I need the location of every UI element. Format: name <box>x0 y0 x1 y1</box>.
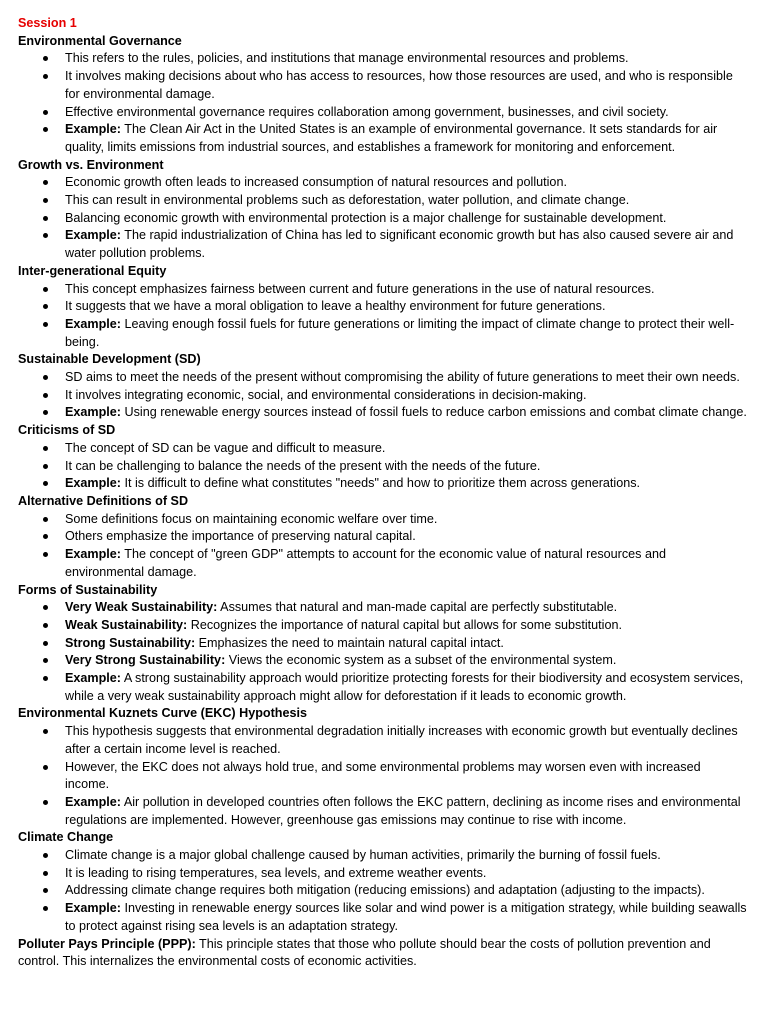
item-text: It suggests that we have a moral obligation to leave a healthy environment for future generations. <box>65 299 606 314</box>
item-text: This concept emphasizes fairness between current and future generations in the use of natural resources. <box>65 281 655 296</box>
list-item <box>18 458 748 476</box>
list-item <box>18 882 748 900</box>
item-text: Air pollution in developed countries often follows the EKC pattern, declining as income rises and environmental regulations are implemented. However, greenhouse gas emissions may continue to rise with income. <box>65 794 741 827</box>
list-item <box>18 68 748 103</box>
bullet-list <box>18 369 748 422</box>
list-item <box>18 723 748 758</box>
list-item <box>18 192 748 210</box>
list-item <box>18 635 748 653</box>
list-item <box>18 210 748 228</box>
item-text: This refers to the rules, policies, and institutions that manage environmental resources and problems. <box>65 51 629 66</box>
list-item <box>18 104 748 122</box>
list-item <box>18 528 748 546</box>
list-item <box>18 759 748 794</box>
item-label: Weak Sustainability: <box>65 617 188 632</box>
list-item <box>18 369 748 387</box>
list-item <box>18 174 748 192</box>
list-item <box>18 511 748 529</box>
item-text: Others emphasize the importance of preserving natural capital. <box>65 529 416 544</box>
item-text: It is difficult to define what constitutes "needs" and how to prioritize them across generations. <box>124 476 641 491</box>
item-label: Example: <box>65 901 121 916</box>
item-text: Effective environmental governance requires collaboration among government, businesses, and civil society. <box>65 104 669 119</box>
item-text: Climate change is a major global challenge caused by human activities, primarily the burning of fossil fuels. <box>65 848 661 863</box>
item-text: Assumes that natural and man-made capital are perfectly substitutable. <box>220 600 618 615</box>
list-item <box>18 298 748 316</box>
section-heading: Environmental Governance <box>18 33 182 48</box>
item-text: This can result in environmental problems such as deforestation, water pollution, and climate change. <box>65 193 630 208</box>
item-text: Recognizes the importance of natural capital but allows for some substitution. <box>190 617 622 632</box>
list-item <box>18 652 748 670</box>
item-text: The concept of SD can be vague and difficult to measure. <box>65 440 386 455</box>
item-text: Leaving enough fossil fuels for future generations or limiting the impact of climate change to protect their well-being. <box>65 316 735 349</box>
list-item <box>18 670 748 705</box>
item-label: Example: <box>65 671 121 686</box>
bullet-list <box>18 599 748 705</box>
item-text: However, the EKC does not always hold true, and some environmental problems may worsen even with increased income. <box>65 759 701 792</box>
item-label: Strong Sustainability: <box>65 635 196 650</box>
section-heading: Alternative Definitions of SD <box>18 493 189 508</box>
item-text: The Clean Air Act in the United States is an example of environmental governance. It sets standards for air quality, limits emissions from industrial sources, and establishes a framework for monitoring and enforcement. <box>65 122 718 154</box>
ppp-text: This principle states that those who pollute should bear the costs of pollution prevention and control. This internalizes the environmental costs of economic activities. <box>18 936 711 969</box>
section-heading: Environmental Kuznets Curve (EKC) Hypothesis <box>18 706 308 721</box>
item-label: Example: <box>65 405 121 420</box>
list-item <box>18 617 748 635</box>
bullet-list <box>18 723 748 829</box>
ppp-paragraph <box>18 936 748 971</box>
list-item <box>18 599 748 617</box>
section-heading: Climate Change <box>18 830 114 845</box>
item-text: A strong sustainability approach would prioritize protecting forests for their biodiversity and ecosystem services, while a very weak sustainability approach might allow for deforestation if it leads to economic growth. <box>65 671 744 703</box>
item-text: Some definitions focus on maintaining economic welfare over time. <box>65 511 438 526</box>
list-item <box>18 847 748 865</box>
list-item <box>18 281 748 299</box>
item-text: This hypothesis suggests that environmental degradation initially increases with economic growth but eventually declines after a certain income level is reached. <box>65 724 738 756</box>
item-text: The concept of "green GDP" attempts to account for the economic value of natural resources and environmental damage. <box>65 547 666 579</box>
bullet-list <box>18 440 748 493</box>
item-label: Example: <box>65 228 121 243</box>
bullet-list <box>18 511 748 582</box>
section-heading: Growth vs. Environment <box>18 157 164 172</box>
list-item <box>18 475 748 493</box>
item-label: Example: <box>65 794 121 809</box>
list-item <box>18 121 748 156</box>
section-heading: Criticisms of SD <box>18 423 116 438</box>
item-text: Using renewable energy sources instead of fossil fuels to reduce carbon emissions and combat climate change. <box>124 405 747 420</box>
list-item <box>18 900 748 935</box>
list-item <box>18 387 748 405</box>
list-item <box>18 865 748 883</box>
bullet-list <box>18 847 748 936</box>
ppp-label: Polluter Pays Principle (PPP): <box>18 936 196 951</box>
bullet-list <box>18 50 748 156</box>
item-text: The rapid industrialization of China has led to significant economic growth but has also caused severe air and water pollution problems. <box>65 228 734 261</box>
sections-container <box>18 33 748 936</box>
item-label: Example: <box>65 316 121 331</box>
item-text: It involves making decisions about who has access to resources, how those resources are used, and who is responsible for environmental damage. <box>65 69 733 101</box>
session-title: Session 1 <box>18 16 77 30</box>
item-text: Investing in renewable energy sources like solar and wind power is a mitigation strategy, while building seawalls to protect against rising sea levels is an adaptation strategy. <box>65 901 747 933</box>
item-text: Views the economic system as a subset of the environmental system. <box>228 653 617 668</box>
item-label: Example: <box>65 122 121 137</box>
section-heading: Inter-generational Equity <box>18 263 167 278</box>
list-item <box>18 794 748 829</box>
list-item <box>18 546 748 581</box>
list-item <box>18 50 748 68</box>
item-label: Example: <box>65 547 121 562</box>
list-item <box>18 404 748 422</box>
bullet-list <box>18 281 748 352</box>
item-text: Emphasizes the need to maintain natural capital intact. <box>198 635 504 650</box>
section-heading: Sustainable Development (SD) <box>18 352 201 367</box>
list-item <box>18 316 748 351</box>
item-label: Example: <box>65 476 121 491</box>
item-label: Very Strong Sustainability: <box>65 653 226 668</box>
item-text: SD aims to meet the needs of the present without compromising the ability of future generations to meet their own needs. <box>65 370 740 385</box>
item-text: Economic growth often leads to increased consumption of natural resources and pollution. <box>65 175 567 190</box>
item-text: It can be challenging to balance the needs of the present with the needs of the future. <box>65 458 541 473</box>
section-heading: Forms of Sustainability <box>18 582 158 597</box>
item-text: It involves integrating economic, social, and environmental considerations in decision-making. <box>65 387 587 402</box>
item-text: Balancing economic growth with environmental protection is a major challenge for sustainable development. <box>65 210 667 225</box>
list-item <box>18 440 748 458</box>
item-text: It is leading to rising temperatures, sea levels, and extreme weather events. <box>65 865 487 880</box>
item-text: Addressing climate change requires both mitigation (reducing emissions) and adaptation (adjusting to the impacts). <box>65 883 705 898</box>
item-label: Very Weak Sustainability: <box>65 600 218 615</box>
list-item <box>18 227 748 262</box>
bullet-list <box>18 174 748 263</box>
